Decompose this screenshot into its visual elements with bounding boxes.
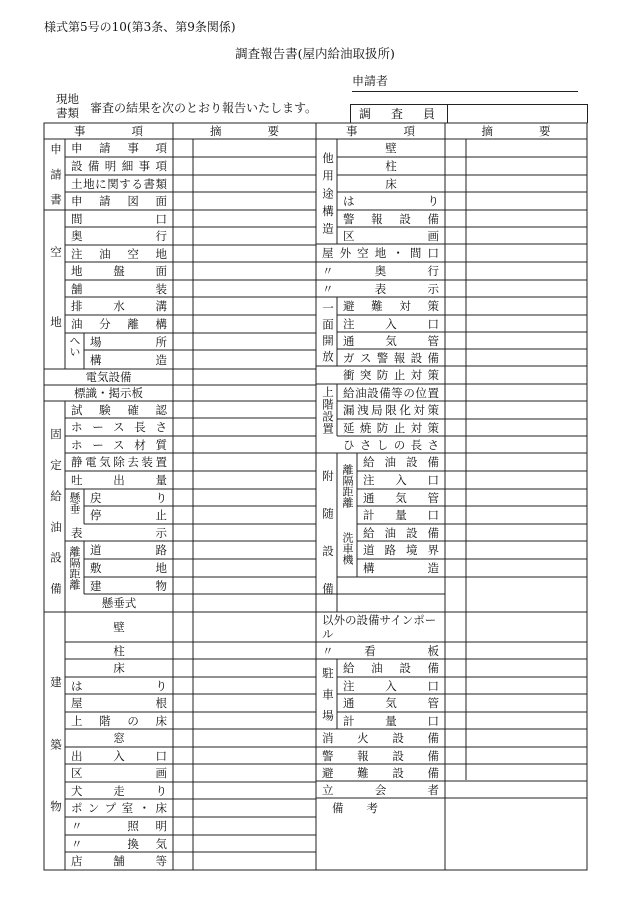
right-row-chunyu: 注入口 xyxy=(343,316,439,331)
group-hei: へい xyxy=(68,335,81,357)
right-row-c_chunyu: 注入口 xyxy=(343,678,439,693)
group-kenchiku: 建築物 xyxy=(49,676,63,812)
group-shinsei: 申請書 xyxy=(49,143,63,205)
group-jokai: 上階設置 xyxy=(321,386,335,434)
left-row-teishi: 停止 xyxy=(90,508,167,522)
left-row-basho: 場所 xyxy=(90,334,167,349)
group-ichimen: 一面開放 xyxy=(321,302,335,362)
right-row-kabe: 壁 xyxy=(385,141,397,155)
group-ku: 空 xyxy=(49,246,63,258)
left-summary-header: 摘 要 xyxy=(210,124,279,138)
applicant-field[interactable]: 申請者 xyxy=(352,72,578,92)
left-row-chuyu_kuchi: 注油空地 xyxy=(71,246,167,261)
right-row-shoka: 消火設備 xyxy=(322,731,439,745)
left-row-kabe: 壁 xyxy=(113,620,125,634)
left-row-hari: はり xyxy=(71,678,167,693)
right-row-gas_keiho: ガス警報設備 xyxy=(343,350,439,365)
left-row-kozo: 構造 xyxy=(90,352,167,367)
left-row-hose_mat: ホース材質 xyxy=(71,437,167,452)
left-row-inubashiri: 犬走り xyxy=(71,783,167,798)
right-row-c_tsuki: 通気管 xyxy=(343,696,439,710)
left-row-modori: 戻り xyxy=(90,490,167,505)
right-row-c_keiryo: 計量口 xyxy=(343,713,439,728)
right-row-c_kyuyu: 給油設備 xyxy=(343,661,439,675)
left-row-haisui: 排水溝 xyxy=(71,299,167,313)
right-row-tsuki2: 通気管 xyxy=(363,490,439,505)
right-row-keiho2: 警報設備 xyxy=(322,748,439,763)
left-row-pump: ポンプ室・床 xyxy=(71,801,167,815)
left-row-hoso: 舗装 xyxy=(71,281,167,296)
right-row-kozo: 構造 xyxy=(363,561,439,575)
left-row-shiken: 試験確認 xyxy=(71,402,167,417)
left-row-shomei: 〃 照明 xyxy=(71,819,167,833)
left-row-yubun: 油分離構 xyxy=(71,317,167,331)
left-row-shikichi: 敷地 xyxy=(90,561,167,575)
right-row-hinan: 避難対策 xyxy=(343,299,439,313)
left-row-okuyuki: 奥行 xyxy=(71,229,167,243)
left-row-yane: 屋根 xyxy=(71,696,167,710)
right-row-kanban: 〃 看 板 xyxy=(322,643,439,658)
left-row-setsubi_meisai: 設備明細事項 xyxy=(71,159,167,173)
right-row-okugai_okuyuki: 〃 奥 行 xyxy=(322,264,439,278)
form-number: 様式第5号の10(第3条、第9条関係) xyxy=(44,20,236,34)
left-row-mado: 窓 xyxy=(113,731,125,745)
right-row-hari: はり xyxy=(343,194,439,208)
group-kotei: 固定給油設備 xyxy=(49,428,63,594)
left-row-maguchi: 間口 xyxy=(71,211,167,226)
right-item-header: 事 項 xyxy=(346,124,415,138)
left-row-tatemono: 建物 xyxy=(90,578,167,593)
group-chi: 地 xyxy=(49,316,63,328)
left-row-kensuishiki: 懸垂式 xyxy=(101,596,137,610)
left-item-header: 事 項 xyxy=(74,124,143,138)
report-statement: 審査の結果を次のとおり報告いたします。 xyxy=(90,101,318,115)
right-row-keiryo: 計量口 xyxy=(363,508,439,522)
right-row-hinan2: 避難設備 xyxy=(322,765,439,780)
left-row-hashira: 柱 xyxy=(113,643,125,658)
right-row-chunyu2: 注入口 xyxy=(363,473,439,487)
left-row-hyoshiki: 標識・掲示板 xyxy=(74,386,143,400)
right-row-yuka: 床 xyxy=(385,176,397,191)
left-row-hose_len: ホース長さ xyxy=(71,420,167,434)
right-row-okugai_maguchi: 屋外空地・間口 xyxy=(322,246,439,260)
left-row-seiden: 静電気除去装置 xyxy=(71,455,167,469)
group-tayoto: 他用途構造 xyxy=(321,152,335,234)
left-row-tochi: 土地に関する書類 xyxy=(71,176,167,191)
remarks-label: 備 考 xyxy=(332,801,378,815)
left-row-tenpo: 店舗等 xyxy=(71,854,167,868)
right-row-tachiai: 立会者 xyxy=(322,782,439,797)
right-row-enshou: 延焼防止対策 xyxy=(343,420,439,435)
right-row-keiho: 警報設備 xyxy=(343,211,439,226)
right-row-kyuyu3: 給油設備 xyxy=(363,525,439,540)
inspector-label: 調 査 員 xyxy=(350,104,448,123)
left-row-zumen: 申請図面 xyxy=(71,194,167,208)
left-row-jiban: 地盤面 xyxy=(71,264,167,278)
left-row-shinsei: 申請事項 xyxy=(71,141,167,155)
left-row-kanki: 〃 換気 xyxy=(71,836,167,851)
right-row-doro_kyokai: 道路境界 xyxy=(363,543,439,557)
document-title: 調査報告書(屋内給油取扱所) xyxy=(235,46,395,61)
group-sensha: 洗車機 xyxy=(341,532,354,565)
documents-label: 書類 xyxy=(56,106,79,120)
group-chusha: 駐車場 xyxy=(321,667,335,721)
right-row-kukaku: 区画 xyxy=(343,228,439,243)
left-row-toshutsu: 吐出量 xyxy=(71,473,167,487)
right-row-okugai_hyoji: 〃 表 示 xyxy=(322,281,439,296)
left-row-denki: 電気設備 xyxy=(85,370,132,384)
left-row-kukaku: 区画 xyxy=(71,766,167,780)
right-row-shototsu: 衝突防止対策 xyxy=(343,368,439,382)
group-rikaku: 離隔距離 xyxy=(68,546,81,590)
left-row-deiri: 出入口 xyxy=(71,748,167,763)
r-group-rikaku: 離隔距離 xyxy=(341,464,354,508)
right-row-hashira: 柱 xyxy=(385,159,397,173)
right-row-sign_pole: 以外の設備サインポール xyxy=(322,613,437,641)
left-row-yuka: 床 xyxy=(113,661,125,675)
left-row-hyoji: 表示 xyxy=(71,525,167,540)
left-row-doro: 道路 xyxy=(90,543,167,557)
right-row-hisashi: ひさしの長さ xyxy=(343,437,439,452)
right-summary-header: 摘 要 xyxy=(481,124,551,138)
right-row-kyuyu_ichi: 給油設備等の位置 xyxy=(343,385,439,400)
right-row-tsuki: 通気管 xyxy=(343,333,439,348)
onsite-label: 現地 xyxy=(56,92,79,106)
group-fuzui: 附随設備 xyxy=(321,470,335,594)
group-kensui: 懸垂 xyxy=(68,492,81,514)
left-row-jokai: 上階の床 xyxy=(71,713,167,728)
right-row-rousetsu: 漏洩局限化対策 xyxy=(343,403,439,417)
right-row-kyuyu: 給油設備 xyxy=(363,455,439,469)
